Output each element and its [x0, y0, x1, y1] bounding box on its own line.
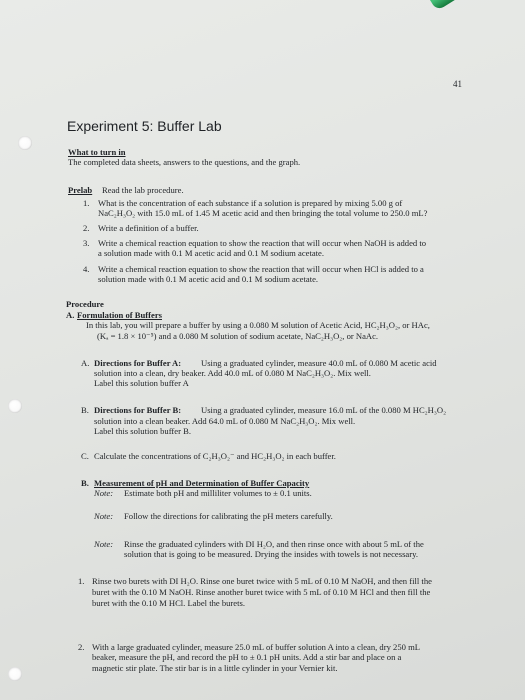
prelab-intro: Read the lab procedure. — [102, 185, 184, 195]
section-a-heading: Formulation of Buffers — [77, 310, 162, 320]
prelab-item-line: Write a definition of a buffer. — [98, 223, 199, 233]
page-number: 41 — [453, 79, 462, 89]
pen-cap — [426, 0, 474, 11]
prelab-item-line: Write a chemical reaction equation to show the reaction that will occur when NaOH is added to — [98, 238, 427, 248]
prelab-item-number: 4. — [83, 264, 90, 274]
prelab-item-line: NaC₂H₃O₂ with 15.0 mL of 1.45 M acetic acid and then bringing the total volume to 250.0 mL? — [98, 208, 428, 218]
section-a-line: In this lab, you will prepare a buffer by using a 0.080 M solution of Acetic Acid, HC₂H₃O₂, or HAc, — [86, 320, 430, 330]
step-line: Label this solution buffer B. — [94, 426, 191, 436]
prelab-item-number: 2. — [83, 223, 90, 233]
step-label: C. — [81, 451, 89, 461]
note-line: Estimate both pH and milliliter volumes to ± 0.1 units. — [124, 488, 312, 498]
step-line: solution into a clean, dry beaker. Add 40.0 mL of 0.080 M NaC₂H₃O₂. Mix well. — [94, 368, 371, 378]
page-title: Experiment 5: Buffer Lab — [67, 118, 222, 134]
section-b-label: B. — [81, 478, 89, 488]
binder-hole-top — [18, 136, 32, 150]
step-line: Label this solution buffer A — [94, 378, 189, 388]
prelab-item-number: 1. — [83, 198, 90, 208]
prelab-item-line: Write a chemical reaction equation to show the reaction that will occur when HCl is added to a — [98, 264, 424, 274]
binder-hole-bottom — [8, 667, 22, 681]
step-label: B. — [81, 405, 89, 415]
procedure-step-number: 1. — [78, 576, 85, 586]
procedure-step-line: magnetic stir plate. The stir bar is in a little cylinder in your Vernier kit. — [92, 663, 338, 673]
step-heading: Directions for Buffer B: — [94, 405, 182, 415]
step-line: Using a graduated cylinder, measure 40.0 mL of 0.080 M acetic acid — [201, 358, 437, 368]
what-to-turn-in-text: The completed data sheets, answers to the questions, and the graph. — [68, 157, 301, 167]
prelab-item-line: solution made with 0.1 M acetic acid and 0.1 M sodium acetate. — [98, 274, 319, 284]
note-label: Note: — [94, 488, 114, 498]
procedure-step-line: buret with the 0.10 M NaOH. Rinse another buret twice with 5 mL of 0.10 M HCl and then fill the — [92, 587, 431, 597]
step-line: Using a graduated cylinder, measure 16.0 mL of the 0.080 M HC₂H₃O₂ — [201, 405, 447, 415]
note-label: Note: — [94, 511, 114, 521]
prelab-item-line: a solution made with 0.1 M acetic acid and 0.1 M sodium acetate. — [98, 248, 325, 258]
step-line: Calculate the concentrations of C₂H₃O₂⁻ and HC₂H₃O₂ in each buffer. — [94, 451, 336, 461]
prelab-heading: Prelab — [68, 185, 93, 195]
note-line: Rinse the graduated cylinders with DI H₂O, and then rinse once with about 5 mL of the — [124, 539, 424, 549]
what-to-turn-in-heading: What to turn in — [68, 147, 126, 157]
procedure-step-line: buret with the 0.10 M HCl. Label the burets. — [92, 598, 245, 608]
procedure-heading: Procedure — [66, 299, 104, 309]
procedure-step-number: 2. — [78, 642, 85, 652]
step-line: solution into a clean beaker. Add 64.0 mL of 0.080 M NaC₂H₃O₂. Mix well. — [94, 416, 356, 426]
pen-photo — [420, 0, 525, 20]
procedure-step-line: With a large graduated cylinder, measure 25.0 mL of buffer solution A into a clean, dry 250 mL — [92, 642, 421, 652]
note-label: Note: — [94, 539, 114, 549]
note-line: Follow the directions for calibrating the pH meters carefully. — [124, 511, 333, 521]
section-b-heading: Measurement of pH and Determination of Buffer Capacity — [94, 478, 310, 488]
step-label: A. — [81, 358, 90, 368]
step-heading: Directions for Buffer A: — [94, 358, 182, 368]
note-line: solution that is going to be measured. Drying the insides with towels is not necessary. — [124, 549, 418, 559]
procedure-step-line: beaker, measure the pH, and record the pH to ± 0.1 pH units. Add a stir bar and place on a — [92, 652, 402, 662]
prelab-item-line: What is the concentration of each substance if a solution is prepared by mixing 5.00 g of — [98, 198, 403, 208]
binder-hole-middle — [8, 399, 22, 413]
section-a-line: (Kₐ = 1.8 × 10⁻⁵) and a 0.080 M solution of sodium acetate, NaC₂H₃O₂, or NaAc. — [97, 331, 379, 341]
procedure-step-line: Rinse two burets with DI H₂O. Rinse one buret twice with 5 mL of 0.10 M NaOH, and then fill the — [92, 576, 432, 586]
prelab-item-number: 3. — [83, 238, 90, 248]
section-a-label: A. — [66, 310, 75, 320]
